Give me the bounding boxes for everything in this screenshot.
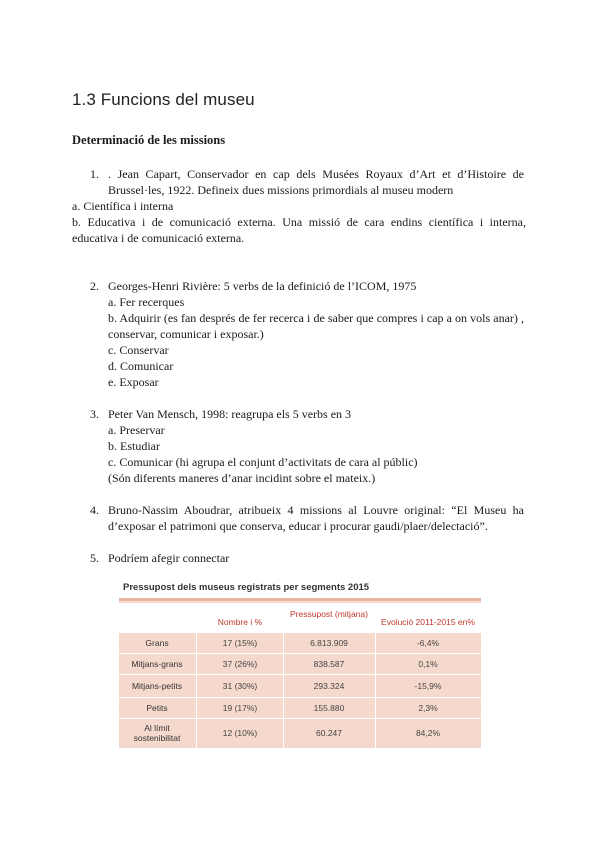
sub-item: c. Comunicar (hi agrupa el conjunt d’activitats de cara al públic) [108,455,418,469]
list-item-3 [90,406,524,486]
list-item-2 [90,278,524,390]
list-item-lead: Peter Van Mensch, 1998: reagrupa els 5 verbs en 3 [108,407,352,421]
sub-item: b. Adquirir (es fan després de fer recerca i de saber que compres i cap a on vols anar) , conservar, comunicar i exposar.) [108,311,524,341]
table-row: Al límit sostenibilitat 12 (10%) 60.247 84,2% [133,723,441,743]
sub-item: a. Preservar [108,423,165,437]
header-budget: Pressupost (mitjana) [290,609,368,619]
sub-item: e. Exposar [108,375,159,389]
mission-b: b. Educativa i de comunicació externa. Una missió de cara endins científica i interna, educativa i de comunicació externa. [72,215,526,245]
header-evolution: Evolució 2011-2015 en% [381,617,475,627]
list-item-1 [90,166,524,198]
budget-table-image [119,576,481,748]
header-count: Nombre i % [217,617,263,627]
sub-item: b. Estudiar [108,439,160,453]
sub-item: (Són diferents maneres d’anar incidint sobre el mateix.) [108,471,376,485]
section-title: 1.3 Funcions del museu [72,90,255,109]
list-number: 5. [90,551,99,565]
sub-item: c. Conservar [108,343,169,357]
table-title-bar [119,576,481,601]
list-item-text: Podríem afegir connectar [108,551,230,565]
mission-a: a. Científica i interna [72,199,174,213]
list-item-lead: Georges-Henri Rivière: 5 verbs de la definició de l’ICOM, 1975 [108,279,417,293]
list-number: 3. [90,407,99,421]
sub-item: a. Fer recerques [108,295,185,309]
list-item-4 [90,502,524,534]
list-number: 4. [90,503,99,517]
table-row: Petits 19 (17%) 155.880 2,3% [146,703,438,713]
table-row: Mitjans-petits 31 (30%) 293.324 -15,9% [131,681,442,691]
list-item-text: Bruno-Nassim Aboudrar, atribueix 4 missions al Louvre original: “El Museu ha d’exposar el patrimoni que conserva, educar i procurar gaudi/plaer/delectació”. [108,503,524,533]
table-title: Pressupost dels museus registrats per segments 2015 [123,582,370,593]
table-header [119,603,481,633]
list-item-text: . Jean Capart, Conservador en cap dels Musées Royaux d’Art et d’Histoire de Brussel·les, 1922. Defineix dues missions primordials al museu modern [108,167,524,197]
sub-item: d. Comunicar [108,359,174,373]
subsection-title: Determinació de les missions [72,133,226,147]
list-number: 1. [90,167,99,181]
table-row: Mitjans-grans 37 (26%) 838.587 0,1% [131,659,438,669]
table-row: Grans 17 (15%) 6.813.909 -6,4% [145,638,440,648]
list-item-5 [90,550,524,566]
list-number: 2. [90,279,99,293]
